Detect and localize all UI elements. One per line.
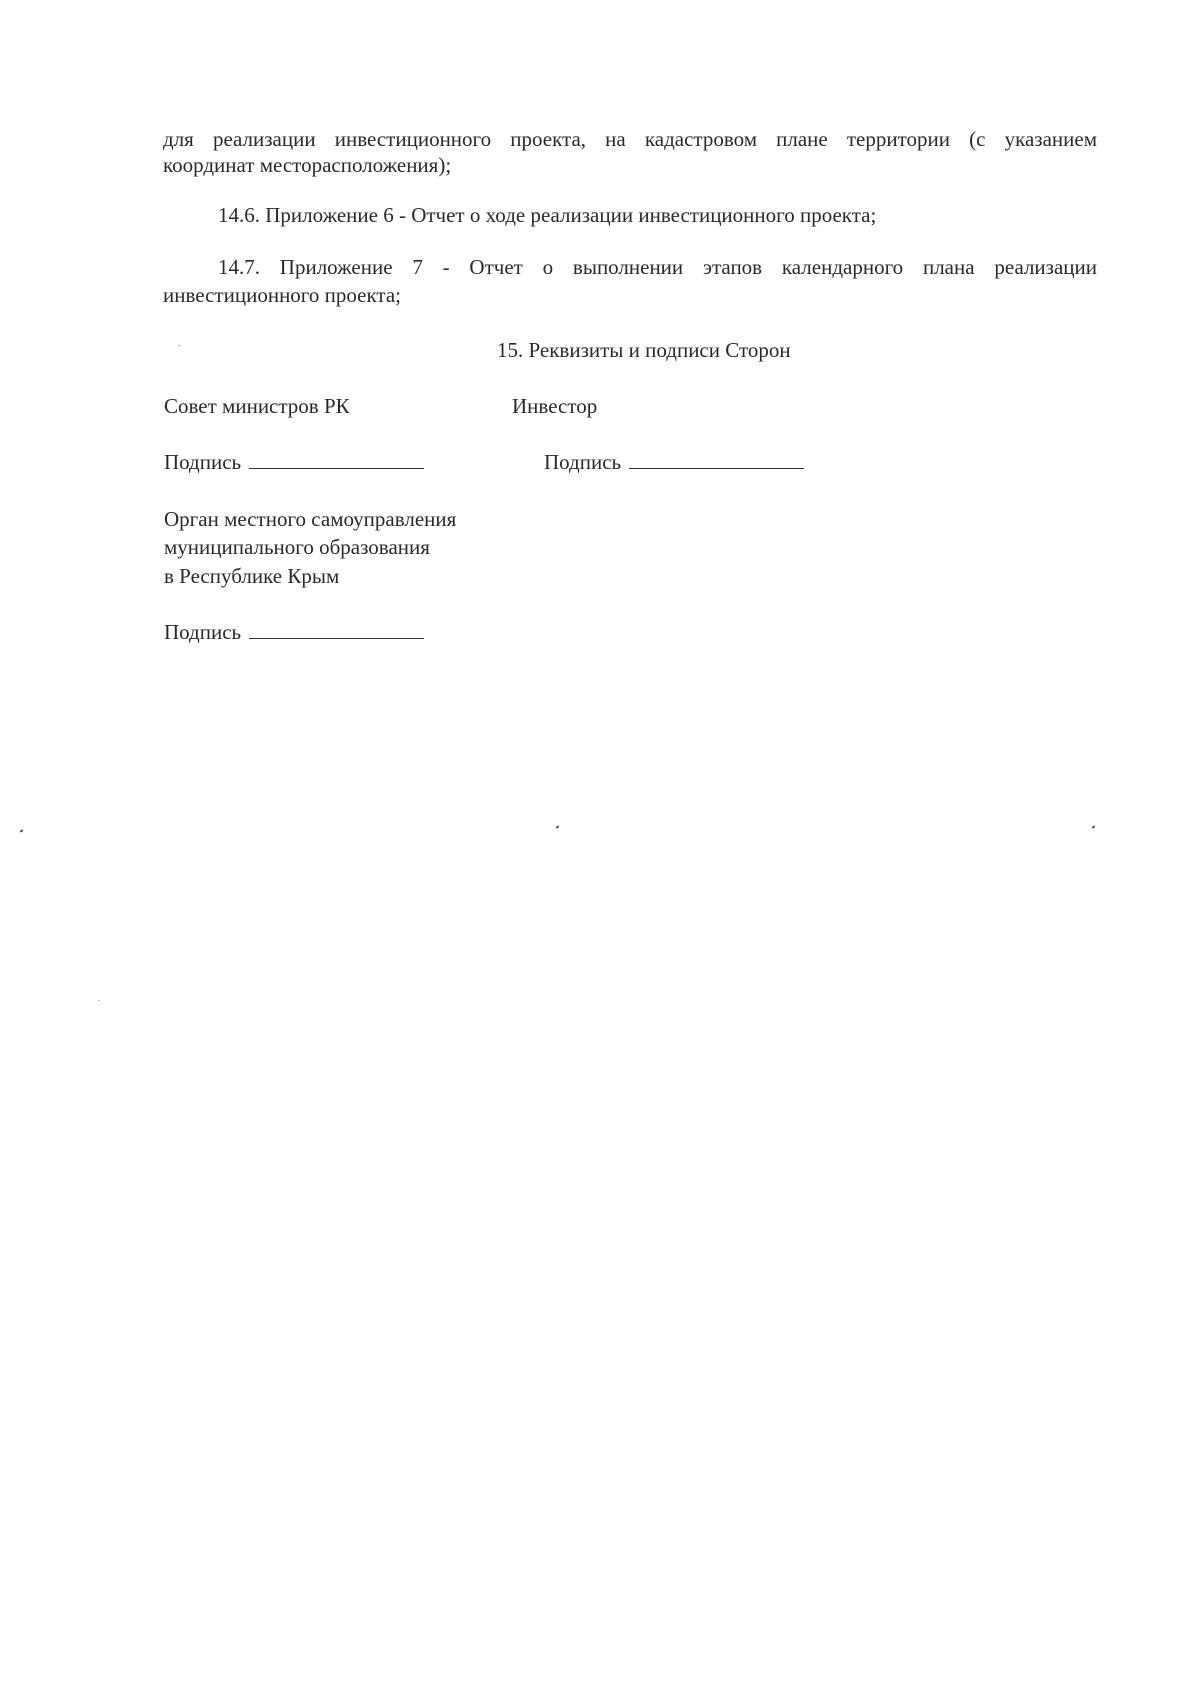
signature-line: [629, 450, 804, 469]
signature-line: [249, 620, 424, 639]
investor-signature: [544, 447, 804, 478]
scan-speck: [20, 829, 24, 832]
section-heading: 15. Реквизиты и подписи Сторон: [497, 338, 791, 362]
local-gov-signature: [164, 617, 424, 648]
signature-label: Подпись: [164, 450, 242, 474]
item-14-7-line-1: 14.7. Приложение 7 - Отчет о выполнении этапов календарного плана реализации: [218, 255, 1097, 279]
item-14-6: 14.6. Приложение 6 - Отчет о ходе реализации инвестиционного проекта;: [218, 203, 877, 227]
party-investor: Инвестор: [512, 394, 598, 418]
item-14-7-line-2: инвестиционного проекта;: [163, 283, 401, 307]
local-gov-line-1: Орган местного самоуправления: [164, 507, 457, 531]
continuation-line-2: координат месторасположения);: [163, 153, 452, 177]
scan-speck: [98, 1000, 100, 1002]
signature-label: Подпись: [164, 620, 242, 644]
scan-speck: [556, 825, 560, 828]
signature-line: [249, 450, 424, 469]
council-signature: [164, 447, 424, 478]
local-gov-line-2: муниципального образования: [164, 535, 430, 559]
continuation-line-1: для реализации инвестиционного проекта, на кадастровом плане территории (с указанием: [163, 127, 1097, 151]
local-gov-line-3: в Республике Крым: [164, 564, 340, 588]
signature-label: Подпись: [544, 450, 622, 474]
party-council: Совет министров РК: [164, 394, 350, 418]
scan-speck: [178, 345, 180, 347]
scan-speck: [1092, 825, 1096, 828]
